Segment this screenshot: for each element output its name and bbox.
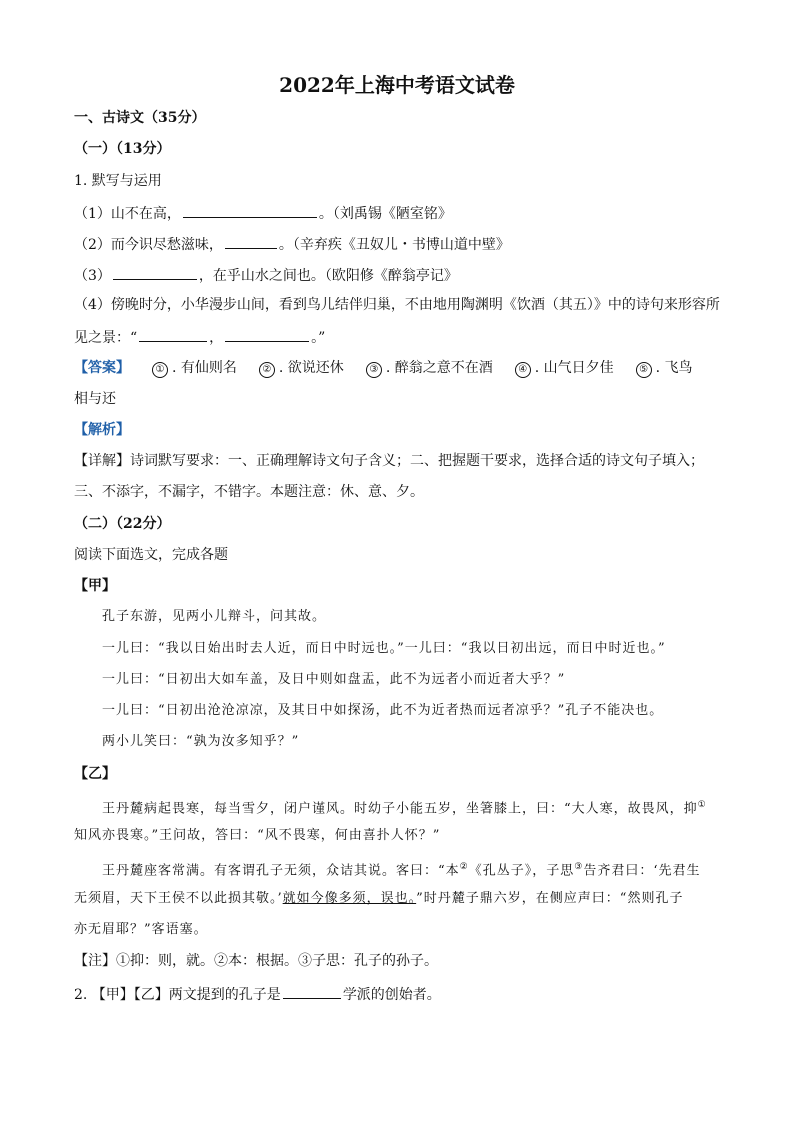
detail-line-2: 三、不添字，不漏字，不错字。本题注意：休、意、夕。	[74, 484, 424, 500]
answer-1: . 有仙则名	[172, 360, 237, 376]
part-two-heading: （二）（22分）	[74, 516, 171, 532]
answer-line	[74, 358, 693, 378]
yi-text: 无须眉，天下王侯不以此损其敬。’	[74, 891, 283, 906]
question-1-item-3	[74, 264, 458, 286]
detail-line-1	[74, 451, 704, 471]
answer-number-5: ⑤	[636, 362, 652, 378]
item-3-text-a: （3）	[74, 268, 111, 284]
underlined-sentence: 就如今像多须，误也。	[282, 891, 417, 906]
footnote-marker: ①	[697, 800, 707, 810]
detail-label: 【详解】	[74, 453, 130, 469]
answer-number-3: ③	[366, 362, 382, 378]
passage-jia-line: 一儿曰：“我以日始出时去人近，而日中时远也。”一儿曰：“我以日初出远，而日中时近也。”	[102, 641, 666, 656]
footnote-marker: ③	[574, 862, 584, 872]
question-1-stem: 1. 默写与运用	[74, 173, 162, 189]
yi-text: 王丹麓座客常满。有客谓孔子无须，众诘其说。客曰：“本	[102, 863, 460, 879]
detail-text-1: 诗词默写要求：一、正确理解诗文句子含义；二、把握题干要求，选择合适的诗文句子填入；	[130, 453, 704, 469]
reading-instruction: 阅读下面选文，完成各题	[74, 547, 228, 563]
yi-text: 王丹麓病起畏寒，每当雪夕，闭户谨风。时幼子小能五岁，坐箸膝上，曰：“大人寒，故畏风，抑	[102, 801, 698, 817]
passage-jia-label: 【甲】	[74, 578, 116, 594]
question-2-text-b: 学派的创始者。	[342, 987, 441, 1003]
answer-blank[interactable]	[139, 326, 207, 342]
question-1-item-4-line-1: （4）傍晚时分，小华漫步山间，看到鸟儿结伴归巢，不由地用陶渊明《饮酒（其五）》中的诗句来形容所	[74, 297, 720, 313]
passage-jia-line: 两小儿笑曰：“孰为汝多知乎？”	[102, 734, 300, 749]
item-3-text-b: ，在乎山水之间也。（欧阳修《醉翁亭记》	[198, 268, 458, 284]
passage-yi-line: 知风亦畏寒。”王问故，答曰：“风不畏寒，何由喜扑人怀？”	[74, 828, 441, 843]
answer-3: . 醉翁之意不在酒	[385, 360, 493, 376]
page-title: 2022年上海中考语文试卷	[279, 73, 515, 97]
answer-blank[interactable]	[183, 202, 317, 218]
question-2-text-a: 2. 【甲】【乙】两文提到的孔子是	[74, 987, 281, 1003]
answer-label: 【答案】	[74, 360, 130, 376]
item-4-text-b: ，	[209, 330, 224, 346]
question-2	[74, 983, 441, 1005]
footnotes: 【注】①抑：则，就。②本：根据。③子思：孔子的孙子。	[74, 953, 438, 969]
answer-2: . 欲说还休	[278, 360, 344, 376]
part-one-heading: （一）（13分）	[74, 141, 171, 157]
yi-text: ”时丹麓子鼎六岁，在侧应声曰：“然则孔子	[416, 891, 684, 906]
answer-number-4: ④	[515, 362, 531, 378]
item-4-text-c: 。”	[311, 330, 326, 346]
passage-yi-line	[102, 795, 707, 819]
answer-blank[interactable]	[283, 983, 341, 999]
item-2-text-a: （2）而今识尽愁滋味，	[74, 237, 223, 253]
passage-jia-line: 孔子东游，见两小儿辩斗，问其故。	[102, 609, 327, 624]
item-1-text-a: （1）山不在高，	[74, 206, 181, 222]
answer-number-2: ②	[259, 362, 275, 378]
passage-yi-line	[102, 857, 700, 881]
answer-4: . 山气日夕佳	[534, 360, 614, 376]
answer-number-1: ①	[152, 362, 168, 378]
passage-yi-line: 亦无眉耶？”客语塞。	[74, 922, 208, 937]
question-1-item-4-line-2	[74, 326, 325, 348]
passage-yi-line	[74, 889, 683, 909]
answer-blank[interactable]	[225, 233, 277, 249]
yi-text: 《孔丛子》，子思	[468, 863, 575, 879]
yi-text: 告齐君曰：‘先君生	[583, 863, 701, 879]
item-2-text-b: 。（辛弃疾《丑奴儿・书博山道中壁》	[278, 237, 510, 253]
analysis-label: 【解析】	[74, 422, 130, 438]
answer-continuation: 相与还	[74, 391, 116, 407]
section-heading-classical: 一、古诗文（35分）	[74, 110, 206, 126]
passage-jia-line: 一儿曰：“日初出大如车盖，及日中则如盘盂，此不为远者小而近者大乎？”	[102, 672, 566, 687]
answer-5: . 飞鸟	[655, 360, 693, 376]
passage-jia-line: 一儿曰：“日初出沧沧凉凉，及其日中如探汤，此不为近者热而远者凉乎？”孔子不能决也。	[102, 703, 664, 718]
question-1-item-1	[74, 202, 452, 224]
answer-blank[interactable]	[113, 264, 197, 280]
question-1-item-2	[74, 233, 510, 255]
passage-yi-label: 【乙】	[74, 766, 116, 782]
footnote-marker: ②	[459, 862, 469, 872]
item-4-text-a: 见之景：“	[74, 330, 138, 346]
item-1-text-b: 。（刘禹锡《陋室铭》	[318, 206, 452, 222]
answer-blank[interactable]	[225, 326, 309, 342]
